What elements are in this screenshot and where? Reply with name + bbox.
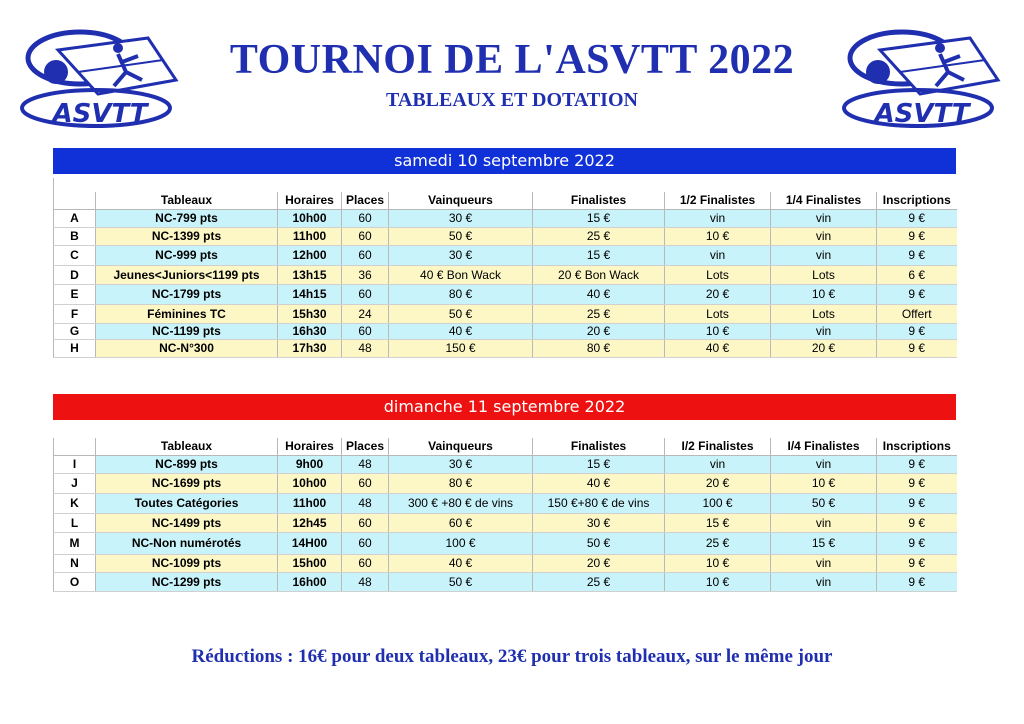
cell-quart-finalistes: vin [771,554,877,572]
column-header-inscriptions: Inscriptions [877,192,957,209]
cell-finalistes: 40 € [533,473,665,493]
page-title: TOURNOI DE L'ASVTT 2022 [229,37,795,83]
sunday-table [53,438,957,592]
cell-horaire: 13h15 [278,265,342,284]
cell-quart-finalistes: vin [771,245,877,265]
cell-quart-finalistes: 10 € [771,473,877,493]
cell-vainqueurs: 300 € +80 € de vins [389,493,533,513]
cell-inscriptions: 9 € [877,455,957,473]
column-header-demi-finalistes: I/2 Finalistes [665,438,771,455]
column-header-demi-finalistes: 1/2 Finalistes [665,192,771,209]
table-spacer-row [54,178,957,192]
sunday-banner: dimanche 11 septembre 2022 [53,394,956,420]
cell-inscriptions: 9 € [877,572,957,591]
cell-quart-finalistes: vin [771,513,877,532]
cell-places: 60 [342,513,389,532]
cell-demi-finalistes: Lots [665,304,771,323]
cell-horaire: 15h00 [278,554,342,572]
cell-vainqueurs: 50 € [389,227,533,245]
cell-inscriptions: 9 € [877,513,957,532]
cell-horaire: 12h45 [278,513,342,532]
cell-inscriptions: 9 € [877,209,957,227]
cell-places: 48 [342,339,389,357]
cell-vainqueurs: 40 € [389,323,533,339]
reductions-note: Réductions : 16€ pour deux tableaux, 23€ pour trois tableaux, sur le même jour [191,646,833,667]
cell-places: 60 [342,227,389,245]
table-row [54,265,957,284]
cell-horaire: 14H00 [278,532,342,554]
cell-letter: I [54,455,96,473]
table-row [54,284,957,304]
cell-finalistes: 25 € [533,227,665,245]
cell-places: 60 [342,323,389,339]
cell-tableau: NC-1799 pts [96,284,278,304]
cell-quart-finalistes: 10 € [771,284,877,304]
cell-vainqueurs: 30 € [389,455,533,473]
cell-vainqueurs: 80 € [389,284,533,304]
cell-places: 60 [342,245,389,265]
cell-demi-finalistes: vin [665,209,771,227]
cell-vainqueurs: 100 € [389,532,533,554]
column-header-tableau: Tableaux [96,438,278,455]
cell-vainqueurs: 30 € [389,245,533,265]
column-header-horaire: Horaires [278,438,342,455]
cell-inscriptions: 9 € [877,339,957,357]
cell-inscriptions: 9 € [877,323,957,339]
cell-letter: O [54,572,96,591]
cell-inscriptions: Offert [877,304,957,323]
column-header-places: Places [342,438,389,455]
cell-places: 24 [342,304,389,323]
table-row [54,209,957,227]
cell-letter: D [54,265,96,284]
cell-tableau: NC-1299 pts [96,572,278,591]
column-header-finalistes: Finalistes [533,192,665,209]
cell-letter: H [54,339,96,357]
cell-tableau: NC-1499 pts [96,513,278,532]
cell-demi-finalistes: 100 € [665,493,771,513]
cell-tableau: NC-1199 pts [96,323,278,339]
table-row [54,513,957,532]
column-header-letter [54,438,96,455]
cell-horaire: 16h30 [278,323,342,339]
column-header-places: Places [342,192,389,209]
cell-letter: B [54,227,96,245]
cell-quart-finalistes: vin [771,209,877,227]
table-row [54,473,957,493]
cell-letter: M [54,532,96,554]
cell-vainqueurs: 50 € [389,304,533,323]
column-header-inscriptions: Inscriptions [877,438,957,455]
cell-demi-finalistes: vin [665,455,771,473]
page-subtitle: TABLEAUX ET DOTATION [386,89,638,111]
cell-demi-finalistes: Lots [665,265,771,284]
cell-inscriptions: 9 € [877,554,957,572]
cell-finalistes: 25 € [533,304,665,323]
cell-tableau: NC-N°300 [96,339,278,357]
cell-demi-finalistes: 10 € [665,227,771,245]
cell-vainqueurs: 30 € [389,209,533,227]
column-header-vainqueurs: Vainqueurs [389,192,533,209]
cell-vainqueurs: 60 € [389,513,533,532]
cell-horaire: 14h15 [278,284,342,304]
cell-places: 48 [342,455,389,473]
column-header-quart-finalistes: I/4 Finalistes [771,438,877,455]
cell-horaire: 16h00 [278,572,342,591]
cell-horaire: 17h30 [278,339,342,357]
cell-horaire: 11h00 [278,493,342,513]
cell-inscriptions: 9 € [877,493,957,513]
saturday-table-section [53,178,956,358]
cell-tableau: NC-Non numérotés [96,532,278,554]
table-header-row [54,438,957,455]
cell-finalistes: 20 € Bon Wack [533,265,665,284]
cell-quart-finalistes: vin [771,323,877,339]
cell-letter: N [54,554,96,572]
cell-horaire: 10h00 [278,473,342,493]
cell-finalistes: 150 €+80 € de vins [533,493,665,513]
table-row [54,532,957,554]
cell-quart-finalistes: Lots [771,265,877,284]
cell-demi-finalistes: vin [665,245,771,265]
cell-places: 60 [342,473,389,493]
cell-letter: F [54,304,96,323]
table-row [54,554,957,572]
cell-demi-finalistes: 20 € [665,284,771,304]
cell-letter: G [54,323,96,339]
column-header-tableau: Tableaux [96,192,278,209]
cell-horaire: 15h30 [278,304,342,323]
cell-vainqueurs: 50 € [389,572,533,591]
cell-tableau: NC-799 pts [96,209,278,227]
cell-demi-finalistes: 10 € [665,572,771,591]
cell-quart-finalistes: 50 € [771,493,877,513]
cell-quart-finalistes: 20 € [771,339,877,357]
cell-inscriptions: 9 € [877,284,957,304]
cell-finalistes: 20 € [533,554,665,572]
cell-places: 60 [342,284,389,304]
column-header-quart-finalistes: 1/4 Finalistes [771,192,877,209]
cell-horaire: 10h00 [278,209,342,227]
table-row [54,339,957,357]
column-header-letter [54,192,96,209]
cell-finalistes: 50 € [533,532,665,554]
cell-demi-finalistes: 10 € [665,554,771,572]
column-header-vainqueurs: Vainqueurs [389,438,533,455]
cell-places: 36 [342,265,389,284]
cell-letter: A [54,209,96,227]
column-header-finalistes: Finalistes [533,438,665,455]
cell-tableau: NC-1099 pts [96,554,278,572]
cell-vainqueurs: 80 € [389,473,533,493]
cell-places: 48 [342,493,389,513]
svg-text:ASVTT: ASVTT [52,99,148,129]
table-row [54,245,957,265]
cell-tableau: Féminines TC [96,304,278,323]
cell-vainqueurs: 40 € [389,554,533,572]
cell-places: 60 [342,209,389,227]
cell-letter: L [54,513,96,532]
cell-demi-finalistes: 15 € [665,513,771,532]
cell-quart-finalistes: 15 € [771,532,877,554]
cell-quart-finalistes: vin [771,455,877,473]
cell-horaire: 11h00 [278,227,342,245]
cell-tableau: Jeunes<Juniors<1199 pts [96,265,278,284]
cell-tableau: NC-999 pts [96,245,278,265]
cell-inscriptions: 9 € [877,473,957,493]
table-row [54,572,957,591]
cell-tableau: NC-1699 pts [96,473,278,493]
sunday-table-section [53,438,956,592]
cell-places: 60 [342,532,389,554]
cell-demi-finalistes: 20 € [665,473,771,493]
cell-letter: E [54,284,96,304]
cell-tableau: NC-899 pts [96,455,278,473]
cell-places: 48 [342,572,389,591]
cell-inscriptions: 6 € [877,265,957,284]
cell-quart-finalistes: vin [771,572,877,591]
table-header-row [54,192,957,209]
cell-letter: C [54,245,96,265]
cell-finalistes: 80 € [533,339,665,357]
cell-vainqueurs: 40 € Bon Wack [389,265,533,284]
cell-finalistes: 40 € [533,284,665,304]
table-row [54,227,957,245]
cell-finalistes: 15 € [533,455,665,473]
cell-finalistes: 30 € [533,513,665,532]
column-header-horaire: Horaires [278,192,342,209]
cell-demi-finalistes: 40 € [665,339,771,357]
table-row [54,455,957,473]
cell-finalistes: 25 € [533,572,665,591]
cell-letter: K [54,493,96,513]
cell-horaire: 9h00 [278,455,342,473]
cell-inscriptions: 9 € [877,245,957,265]
table-row [54,493,957,513]
cell-tableau: Toutes Catégories [96,493,278,513]
table-row [54,304,957,323]
cell-quart-finalistes: Lots [771,304,877,323]
svg-text:ASVTT: ASVTT [874,99,970,129]
saturday-table [53,178,957,358]
cell-inscriptions: 9 € [877,532,957,554]
cell-letter: J [54,473,96,493]
cell-demi-finalistes: 25 € [665,532,771,554]
table-row [54,323,957,339]
cell-finalistes: 20 € [533,323,665,339]
cell-tableau: NC-1399 pts [96,227,278,245]
cell-demi-finalistes: 10 € [665,323,771,339]
cell-horaire: 12h00 [278,245,342,265]
cell-finalistes: 15 € [533,245,665,265]
saturday-banner: samedi 10 septembre 2022 [53,148,956,174]
cell-inscriptions: 9 € [877,227,957,245]
cell-places: 60 [342,554,389,572]
cell-quart-finalistes: vin [771,227,877,245]
cell-finalistes: 15 € [533,209,665,227]
cell-vainqueurs: 150 € [389,339,533,357]
